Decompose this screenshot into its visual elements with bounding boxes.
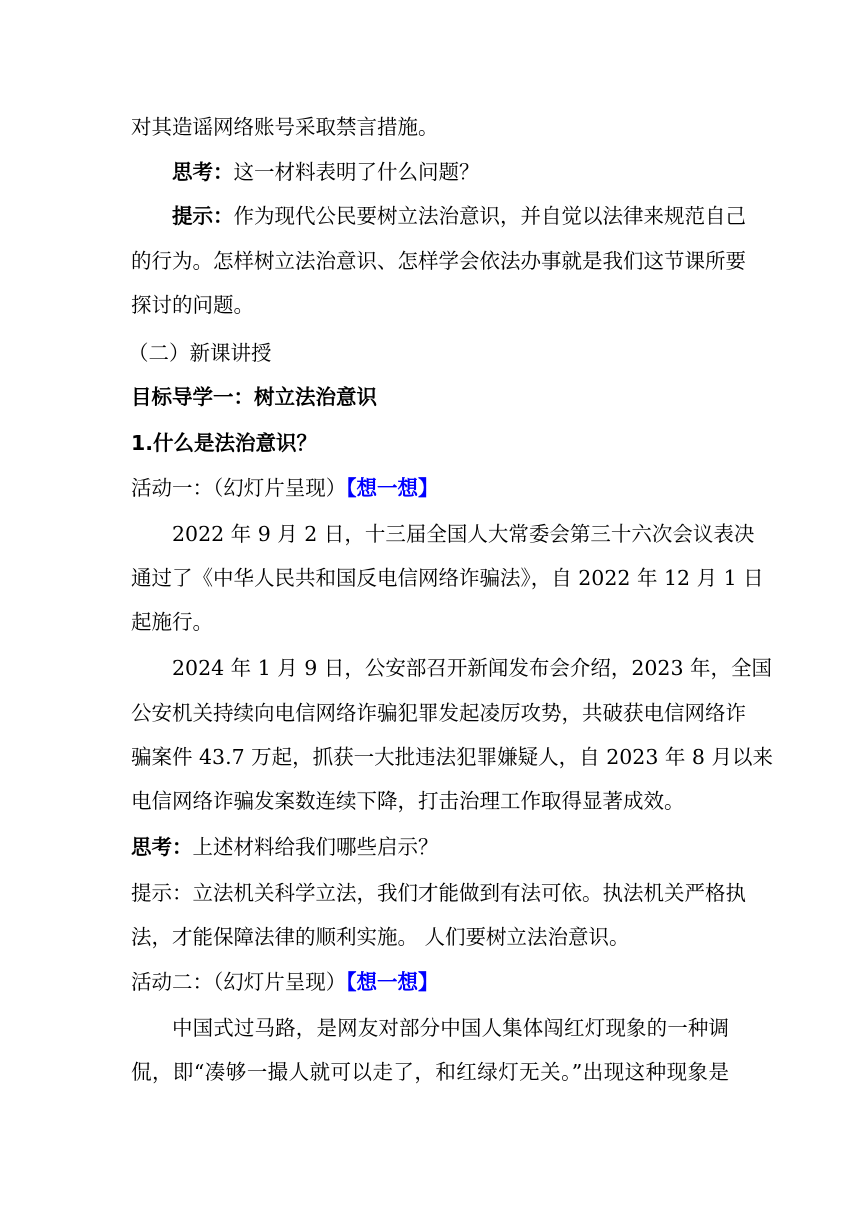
activity-tag: 【想一想】 bbox=[346, 476, 439, 500]
activity-prefix: 活动一：（幻灯片呈现） bbox=[131, 476, 347, 500]
hint-line-2: 的行为。怎样树立法治意识、怎样学会依法办事就是我们这节课所要 bbox=[131, 249, 746, 273]
paragraph-line: 骗案件 43.7 万起，抓获一大批违法犯罪嫌疑人，自 2023 年 8 月以来 bbox=[131, 745, 773, 769]
question-heading: 1.什么是法治意识？ bbox=[131, 431, 318, 455]
section-heading: （二）新课讲授 bbox=[128, 341, 272, 365]
paragraph-line: 对其造谣网络账号采取禁言措施。 bbox=[131, 115, 439, 139]
paragraph-line: 电信网络诈骗发案数连续下降，打击治理工作取得显著成效。 bbox=[131, 789, 685, 813]
paragraph-line: 通过了《中华人民共和国反电信网络诈骗法》，自 2022 年 12 月 1 日 bbox=[131, 566, 764, 590]
hint-line-3: 探讨的问题。 bbox=[131, 293, 254, 317]
paragraph-line: 2022 年 9 月 2 日，十三届全国人大常委会第三十六次会议表决 bbox=[172, 522, 755, 546]
activity-tag: 【想一想】 bbox=[346, 970, 439, 994]
activity-2 bbox=[131, 968, 439, 996]
paragraph-line: 2024 年 1 月 9 日，公安部召开新闻发布会介绍，2023 年，全国 bbox=[172, 656, 773, 680]
paragraph-line: 公安机关持续向电信网络诈骗犯罪发起凌厉攻势，共破获电信网络诈 bbox=[131, 701, 746, 725]
goal-heading: 目标导学一：树立法治意识 bbox=[131, 385, 377, 409]
hint-text: 作为现代公民要树立法治意识，并自觉以法律来规范自己 bbox=[233, 204, 746, 228]
hint-label: 提示： bbox=[172, 204, 234, 228]
think-text: 这一材料表明了什么问题？ bbox=[233, 160, 480, 184]
hint-line: 法，才能保障法律的顺利实施。 人们要树立法治意识。 bbox=[131, 925, 630, 949]
hint-line-1 bbox=[172, 202, 746, 230]
paragraph-line: 侃，即“凑够一撮人就可以走了，和红绿灯无关。”出现这种现象是 bbox=[131, 1060, 729, 1084]
hint-line: 提示：立法机关科学立法，我们才能做到有法可依。执法机关严格执 bbox=[131, 881, 746, 905]
think-label: 思考： bbox=[131, 835, 193, 859]
paragraph-line: 起施行。 bbox=[131, 610, 213, 634]
paragraph-line: 中国式过马路，是网友对部分中国人集体闯红灯现象的一种调 bbox=[172, 1016, 729, 1040]
think-label: 思考： bbox=[172, 160, 234, 184]
think-text: 上述材料给我们哪些启示？ bbox=[192, 835, 439, 859]
think-prompt-2 bbox=[131, 833, 439, 861]
activity-prefix: 活动二：（幻灯片呈现） bbox=[131, 970, 347, 994]
think-prompt-1 bbox=[172, 158, 480, 186]
activity-1 bbox=[131, 474, 439, 502]
